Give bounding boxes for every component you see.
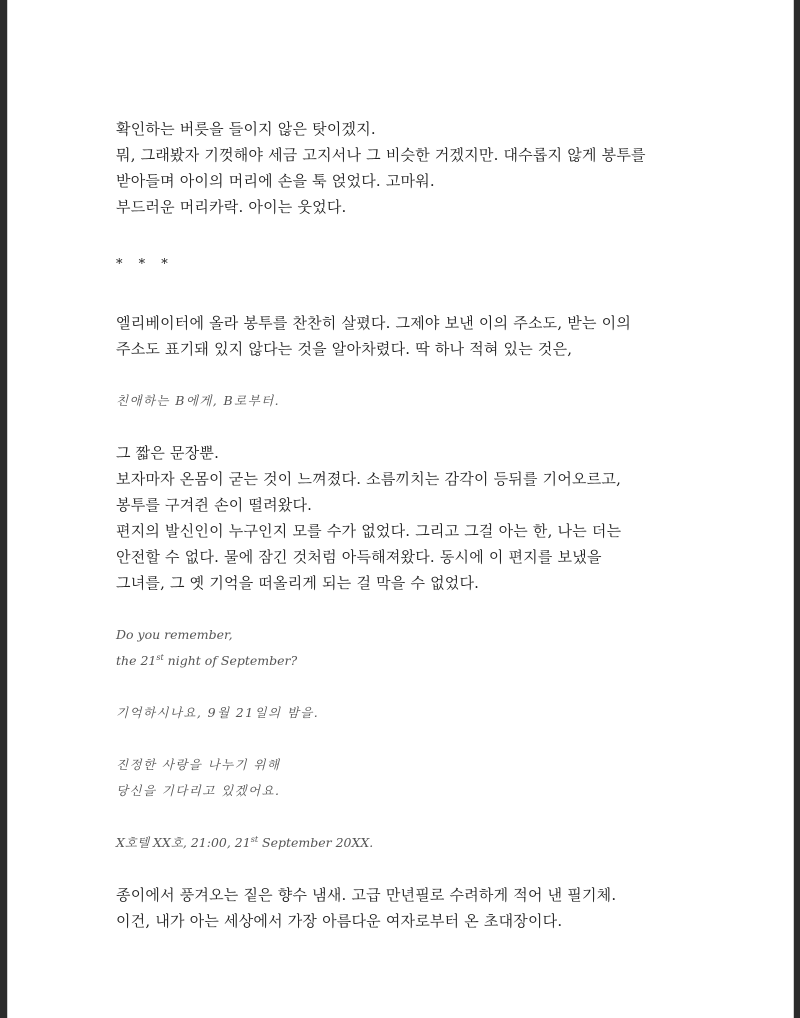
spacer <box>116 596 716 622</box>
text-line: 그 짧은 문장뿐. <box>116 444 220 462</box>
text-line: 부드러운 머리카락. 아이는 웃었다. <box>116 198 347 216</box>
letter-english-line <box>116 648 716 674</box>
letter-english-line: Do you remember, <box>116 627 233 642</box>
text-line: 이건, 내가 아는 세상에서 가장 아름다운 여자로부터 온 초대장이다. <box>116 912 563 930</box>
letter-text-part: X호텔 XX호, 21:00, 21 <box>116 835 251 850</box>
text-line: 안전할 수 없다. 물에 잠긴 것처럼 아득해져왔다. 동시에 이 편지를 보냈을 <box>116 548 602 566</box>
letter-greeting: 친애하는 B에게, B로부터. <box>116 393 280 408</box>
text-line: 봉투를 구겨쥔 손이 떨려왔다. <box>116 496 313 514</box>
ordinal-suffix: st <box>156 652 164 662</box>
letter-text-part: September 20XX. <box>258 835 374 850</box>
spacer <box>116 856 716 882</box>
text-line: 확인하는 버릇을 들이지 않은 탓이겠지. <box>116 120 376 138</box>
letter-korean-line: 기억하시나요, 9월 21일의 밤을. <box>116 705 320 720</box>
text-line: 뭐, 그래봤자 기껏해야 세금 고지서나 그 비슷한 거겠지만. 대수롭지 않게 봉투를 <box>116 146 646 164</box>
spacer <box>116 220 716 252</box>
letter-text-part: night of September? <box>163 653 298 668</box>
document-page <box>7 0 794 1018</box>
spacer <box>116 278 716 310</box>
section-separator: * * * <box>116 257 174 272</box>
spacer <box>116 674 716 700</box>
text-line: 편지의 발신인이 누구인지 모를 수가 없었다. 그리고 그걸 아는 한, 나는 더는 <box>116 522 622 540</box>
ordinal-suffix: st <box>250 834 259 844</box>
text-line: 주소도 표기돼 있지 않다는 것을 알아차렸다. 딱 하나 적혀 있는 것은, <box>116 340 573 358</box>
letter-korean-line: 진정한 사랑을 나누기 위해 <box>116 757 281 772</box>
text-line: 보자마자 온몸이 굳는 것이 느껴졌다. 소름끼치는 감각이 등뒤를 기어오르고, <box>116 470 622 488</box>
text-line: 그녀를, 그 옛 기억을 떠올리게 되는 걸 막을 수 없었다. <box>116 574 480 592</box>
spacer <box>116 362 716 388</box>
text-line: 받아들며 아이의 머리에 손을 툭 얹었다. 고마워. <box>116 172 435 190</box>
text-line: 엘리베이터에 올라 봉투를 찬찬히 살폈다. 그제야 보낸 이의 주소도, 받는 이의 <box>116 314 632 332</box>
letter-text-part: the 21 <box>116 653 157 668</box>
spacer <box>116 804 716 830</box>
letter-korean-line: 당신을 기다리고 있겠어요. <box>116 783 281 798</box>
letter-signature <box>116 830 716 856</box>
document-body <box>116 116 716 934</box>
spacer <box>116 726 716 752</box>
spacer <box>116 414 716 440</box>
text-line: 종이에서 풍겨오는 짙은 향수 냄새. 고급 만년필로 수려하게 적어 낸 필기체. <box>116 886 617 904</box>
